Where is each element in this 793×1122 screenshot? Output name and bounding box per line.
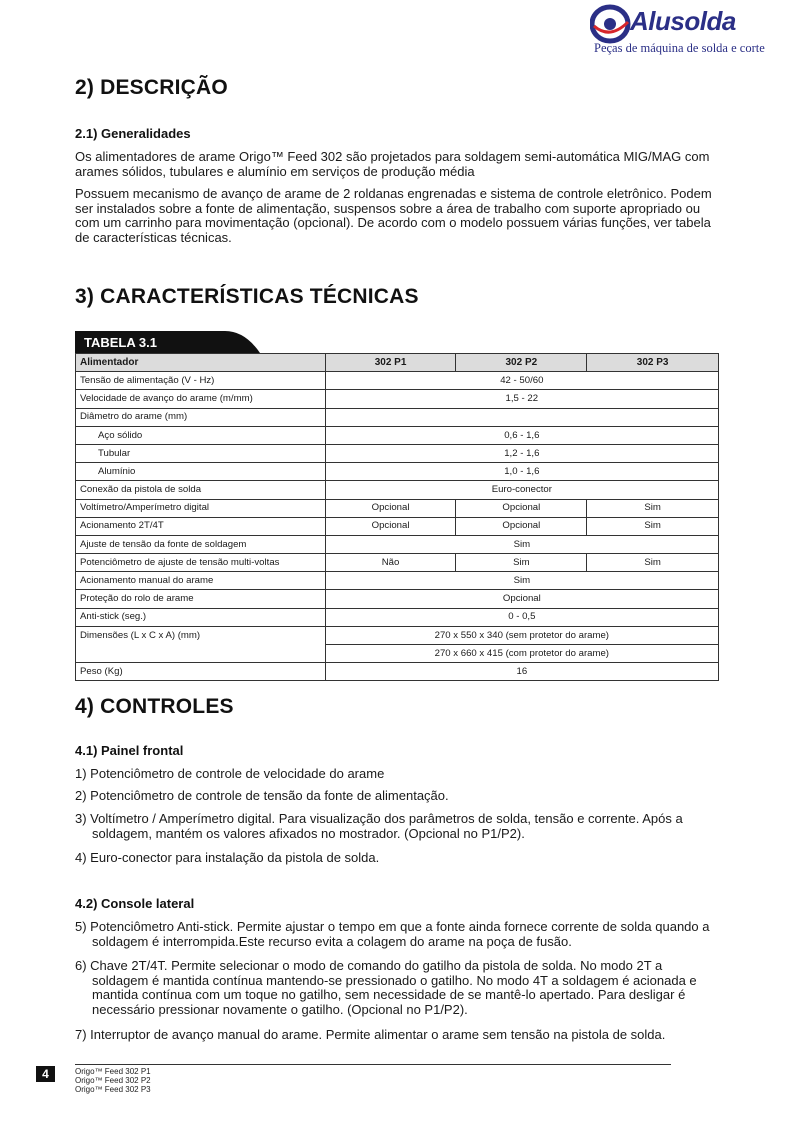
table-row: [76, 554, 719, 572]
row-value: 1,5 - 22: [325, 390, 718, 408]
row-label: Alumínio: [76, 463, 326, 481]
section-title-descricao: 2) DESCRIÇÃO: [75, 76, 228, 99]
footer-divider: [75, 1064, 671, 1065]
table-row: [76, 626, 719, 644]
row-value: Sim: [325, 572, 718, 590]
row-label: Velocidade de avanço do arame (m/mm): [76, 390, 326, 408]
brand-logo: [590, 4, 765, 60]
subsection-title-painel-frontal: 4.1) Painel frontal: [75, 743, 184, 758]
row-value: Euro-conector: [325, 481, 718, 499]
row-label: Potenciômetro de ajuste de tensão multi-voltas: [76, 554, 326, 572]
row-label: Dimensões (L x C x A) (mm): [76, 626, 326, 662]
row-label: Anti-stick (seg.): [76, 608, 326, 626]
section-title-controles: 4) CONTROLES: [75, 695, 234, 718]
table-row: [76, 572, 719, 590]
subsection-title-generalidades: 2.1) Generalidades: [75, 126, 191, 141]
paragraph-generalidades-2: Possuem mecanismo de avanço de arame de 2 roldanas engrenadas e sistema de controle eletrônico. Podem ser instalados sobre a fonte de alimentação, suspensos sobre a área de trabalho com suporte apropriado ou com um carrinho para movimentação (opcional). De acordo com o modelo possuem várias funções, ver tabela de características técnicas.: [75, 186, 712, 245]
row-value-p1: Opcional: [325, 499, 456, 517]
table-row: [76, 481, 719, 499]
row-value: 16: [325, 663, 718, 681]
table-row: [76, 426, 719, 444]
table-row: [76, 535, 719, 553]
row-label: Voltímetro/Amperímetro digital: [76, 499, 326, 517]
row-value-p3: Sim: [587, 499, 719, 517]
row-value-p2: Opcional: [456, 499, 587, 517]
list-item: 6) Chave 2T/4T. Permite selecionar o modo de comando do gatilho da pistola de solda. No modo 2T a soldagem é mantida contínua mantendo-se pressionado o gatilho. No modo 4T a soldagem é acionada e mantida contínua com um toque no gatilho, sem necessidade de se mantê-lo apertado. Para desligar é necessário pressionar novamente o gatilho. (Opcional no P1/P2).: [75, 958, 697, 1017]
row-value-p1: Não: [325, 554, 456, 572]
row-value-p3: Sim: [587, 554, 719, 572]
row-value-p3: Sim: [587, 517, 719, 535]
row-value-p2: Opcional: [456, 517, 587, 535]
logo-tagline: Peças de máquina de solda e corte: [594, 41, 765, 55]
row-value: 1,0 - 1,6: [325, 463, 718, 481]
row-value: 1,2 - 1,6: [325, 444, 718, 462]
page-number: 4: [36, 1066, 55, 1082]
list-item: 2) Potenciômetro de controle de tensão da fonte de alimentação.: [75, 788, 449, 803]
table-row: [76, 372, 719, 390]
table-row: [76, 463, 719, 481]
footer-model: Origo™ Feed 302 P2: [75, 1076, 151, 1085]
row-label: Diâmetro do arame (mm): [76, 408, 326, 426]
row-label: Tensão de alimentação (V - Hz): [76, 372, 326, 390]
footer-model: Origo™ Feed 302 P3: [75, 1085, 151, 1094]
logo-brand-name: Alusolda: [630, 6, 736, 36]
row-value: 0,6 - 1,6: [325, 426, 718, 444]
table-row: [76, 608, 719, 626]
row-value: Sim: [325, 535, 718, 553]
paragraph-generalidades-1: Os alimentadores de arame Origo™ Feed 302 são projetados para soldagem semi-automática MIG/MAG com arames sólidos, tubulares e alumínio em serviços de produção média: [75, 149, 710, 179]
row-value-p1: Opcional: [325, 517, 456, 535]
table-header-cell: 302 P3: [587, 354, 719, 372]
subsection-title-console-lateral: 4.2) Console lateral: [75, 896, 195, 911]
list-item: 7) Interruptor de avanço manual do arame. Permite alimentar o arame sem tensão na pistola de solda.: [75, 1027, 666, 1042]
alusolda-logo-icon: [590, 4, 632, 44]
row-label: Proteção do rolo de arame: [76, 590, 326, 608]
table-header-cell: 302 P2: [456, 354, 587, 372]
list-item: 5) Potenciômetro Anti-stick. Permite ajustar o tempo em que a fonte ainda fornece corrente de solda quando a soldagem é interrompida.Este recurso evita a colagem do arame na poça de fusão.: [75, 919, 710, 949]
table-row: [76, 390, 719, 408]
list-item: 4) Euro-conector para instalação da pistola de solda.: [75, 850, 380, 865]
table-row: [76, 663, 719, 681]
row-label: Acionamento manual do arame: [76, 572, 326, 590]
row-label: Peso (Kg): [76, 663, 326, 681]
table-header-row: [76, 354, 719, 372]
row-label: Ajuste de tensão da fonte de soldagem: [76, 535, 326, 553]
row-value: 270 x 660 x 415 (com protetor do arame): [325, 645, 718, 663]
row-value: 270 x 550 x 340 (sem protetor do arame): [325, 626, 718, 644]
table-row: [76, 590, 719, 608]
table-label-tab: [75, 331, 265, 353]
table-header-cell: 302 P1: [325, 354, 456, 372]
footer-model: Origo™ Feed 302 P1: [75, 1067, 151, 1076]
row-value-empty: [325, 408, 718, 426]
row-value-p2: Sim: [456, 554, 587, 572]
row-label: Tubular: [76, 444, 326, 462]
row-label: Conexão da pistola de solda: [76, 481, 326, 499]
list-item: 1) Potenciômetro de controle de velocidade do arame: [75, 766, 385, 781]
row-label: Acionamento 2T/4T: [76, 517, 326, 535]
row-value: 42 - 50/60: [325, 372, 718, 390]
table-row: [76, 408, 719, 426]
section-title-caracteristicas: 3) CARACTERÍSTICAS TÉCNICAS: [75, 285, 419, 308]
list-item: 3) Voltímetro / Amperímetro digital. Para visualização dos parâmetros de solda, tensão e corrente. Após a soldagem, mantém os valores afixados no mostrador. (Opcional no P1/P2).: [75, 811, 683, 841]
footer-models: [75, 1067, 151, 1094]
row-label: Aço sólido: [76, 426, 326, 444]
table-row: [76, 444, 719, 462]
row-value: 0 - 0,5: [325, 608, 718, 626]
table-header-cell: Alimentador: [76, 354, 326, 372]
table-row: [76, 499, 719, 517]
table-label: TABELA 3.1: [84, 335, 157, 350]
table-row: [76, 517, 719, 535]
row-value: Opcional: [325, 590, 718, 608]
spec-table: [75, 353, 719, 681]
